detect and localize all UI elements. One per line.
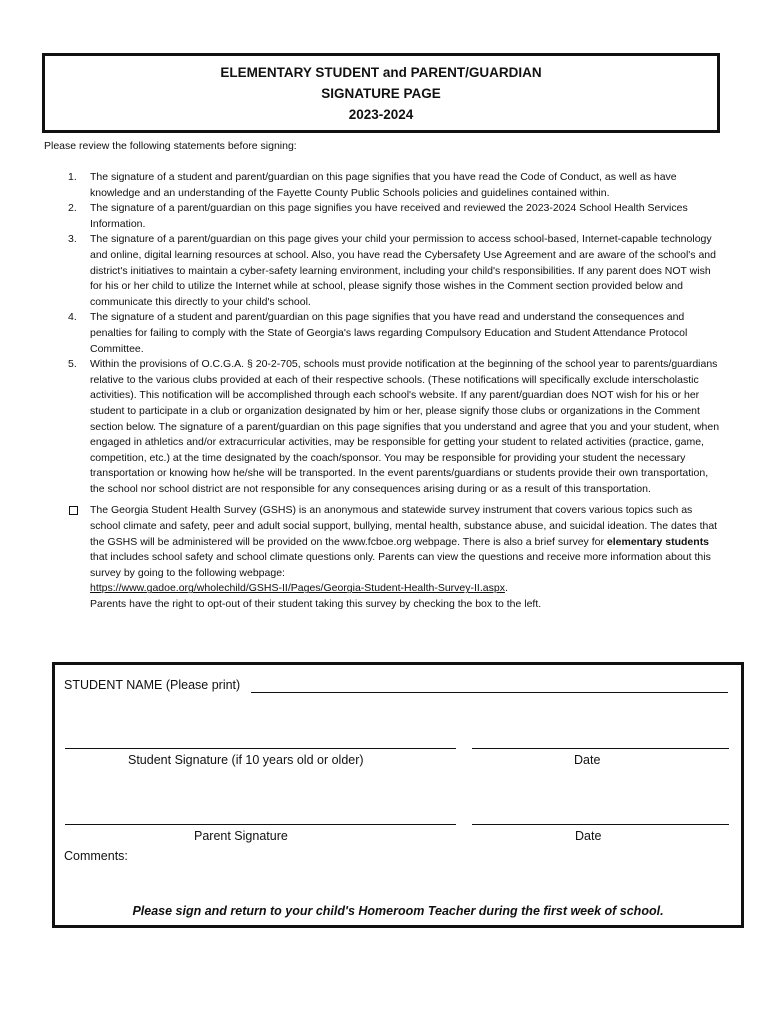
statement-text: The signature of a student and parent/guardian on this page signifies that you have read the Code of Conduct, as well as have knowledge and an understanding of the Fayette County Public Schools policies and guidelines contained within. bbox=[90, 171, 677, 199]
opt-out-text: Parents have the right to opt-out of their student taking this survey by checking the box to the left. bbox=[90, 598, 542, 611]
student-signature-label: Student Signature (if 10 years old or older) bbox=[128, 753, 364, 767]
title-line-1: ELEMENTARY STUDENT and PARENT/GUARDIAN bbox=[220, 64, 542, 80]
statement-text: The signature of a parent/guardian on this page gives your child your permission to access school-based, Internet-capable technology and online, digital learning resources at school. Also, you have read the Cybersafety Use Agreement and are aware of the school's and district's initiatives to maintain a cyber-safety learning environment, including your child's responsibilities. If any parent does NOT wish for his or her child to utilize the Internet while at school, please signify those wishes in the Comment section provided below and communicate this directly to your child's school. bbox=[90, 233, 716, 308]
comments-label: Comments: bbox=[64, 849, 128, 863]
student-date-label: Date bbox=[574, 753, 601, 767]
student-name-line[interactable] bbox=[251, 692, 728, 693]
parent-date-line[interactable] bbox=[472, 824, 729, 825]
statement-item-4 bbox=[44, 310, 724, 357]
statement-number: 5. bbox=[68, 358, 77, 371]
statement-text: The signature of a parent/guardian on this page signifies you have received and reviewed the 2023-2024 School Health Services Information. bbox=[90, 202, 688, 230]
student-name-label: STUDENT NAME (Please print) bbox=[64, 678, 241, 692]
parent-date-label: Date bbox=[575, 829, 602, 843]
statement-item-1 bbox=[44, 170, 724, 201]
statement-item-3 bbox=[44, 232, 724, 310]
statement-list bbox=[44, 170, 724, 613]
return-instructions: Please sign and return to your child's Homeroom Teacher during the first week of school. bbox=[132, 904, 664, 918]
statement-number: 4. bbox=[68, 311, 77, 324]
student-date-line[interactable] bbox=[472, 748, 729, 749]
intro-text: Please review the following statements before signing: bbox=[44, 140, 297, 152]
student-signature-line[interactable] bbox=[65, 748, 456, 749]
title-line-2: SIGNATURE PAGE bbox=[321, 85, 441, 101]
gshs-link-suffix: . bbox=[504, 582, 508, 595]
statement-number: 3. bbox=[68, 233, 77, 246]
statement-number: 2. bbox=[68, 202, 77, 215]
statement-text: Within the provisions of O.C.G.A. § 20-2-705, schools must provide notification at the beginning of the school year to parents/guardians relative to the various clubs provided at each of their respective schools. (These notifications will specifically exclude interscholastic activities). This notification will be accomplished through each school's website. If any parent/guardian does NOT wish for his or her student to participate in a club or organization designated by him or her, please signify those clubs or organizations in the Comment section below. The signature of a parent/guardian on this page signifies that you understand and agree that you and your student, when engaged in athletics and/or extracurricular activities, may be responsible for getting your student to related activities (practice, game, competition, etc.) at the time designated by the coach/sponsor. You may be responsible for providing your student the necessary transportation or knowing how he/she will be transported. In the event parents/guardians or students provide their own transportation, the school nor school district are not responsible for any consequences arising during or as a result of this transportation. bbox=[90, 358, 720, 495]
gshs-bold-text: elementary students bbox=[606, 535, 710, 548]
parent-signature-line[interactable] bbox=[65, 824, 456, 825]
opt-out-checkbox[interactable] bbox=[69, 506, 78, 515]
gshs-text-1: The Georgia Student Health Survey (GSHS) is an anonymous and statewide survey instrument that covers various topics such as school climate and safety, peer and adult social support, bullying, mental health, substance abuse, and suicidal ideation. The dates that the GSHS will be administered will be provided on the www.fcboe.org webpage. There is also a brief survey for bbox=[90, 504, 718, 548]
gshs-text-2: that includes school safety and school climate questions only. Parents can view the questions and receive more information about this survey by going to the following webpage: bbox=[90, 551, 711, 579]
title-line-3: 2023-2024 bbox=[348, 106, 414, 122]
statement-item-2 bbox=[44, 201, 724, 232]
title-box bbox=[42, 53, 720, 133]
gshs-section bbox=[44, 503, 724, 612]
parent-signature-label: Parent Signature bbox=[194, 829, 288, 843]
statement-item-5 bbox=[44, 357, 724, 497]
statement-number: 1. bbox=[68, 171, 77, 183]
gshs-survey-link[interactable]: https://www.gadoe.org/wholechild/GSHS-II/Pages/Georgia-Student-Health-Survey-II.aspx bbox=[90, 582, 505, 595]
statement-text: The signature of a student and parent/guardian on this page signifies that you have read and understand the consequences and penalties for failing to comply with the State of Georgia's laws regarding Compulsory Education and Student Attendance Protocol Committee. bbox=[90, 311, 688, 355]
signature-box bbox=[52, 662, 744, 928]
